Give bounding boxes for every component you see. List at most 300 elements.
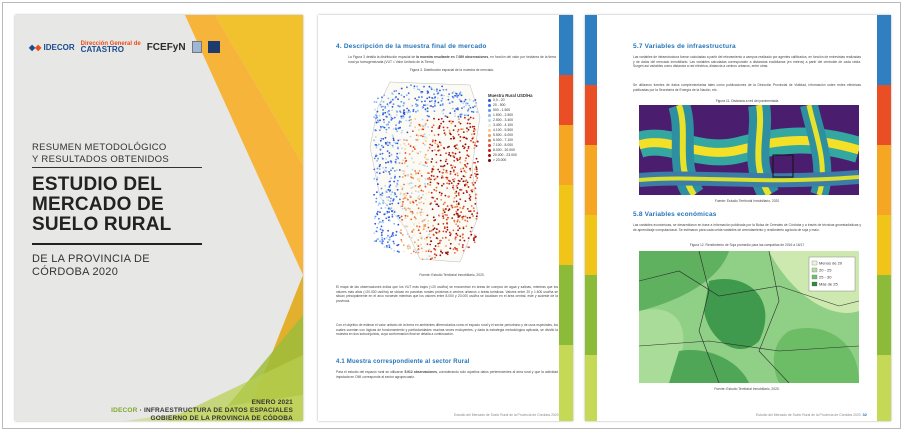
legend-label: 6.000 - 7.100: [493, 138, 513, 142]
sample-point: [431, 192, 433, 194]
sample-point: [420, 188, 422, 190]
sample-point: [428, 234, 430, 236]
sample-point: [401, 241, 403, 243]
sample-point: [379, 221, 381, 223]
sample-point: [419, 232, 421, 234]
sample-point: [472, 126, 474, 128]
sample-point: [458, 121, 460, 123]
sample-point: [397, 224, 399, 226]
sample-point: [459, 221, 461, 223]
legend-label: 3.400 - 4.100: [493, 123, 513, 127]
sample-point: [474, 182, 476, 184]
sample-point: [472, 184, 474, 186]
sample-point: [393, 209, 395, 211]
sample-point: [438, 127, 440, 129]
sample-point: [403, 184, 405, 186]
sample-point: [465, 180, 467, 182]
sample-point: [443, 121, 445, 123]
sample-point: [393, 243, 395, 245]
paragraph-infra-2: Se utilizaron fuentes de datos complementarias tales como publicaciones de la Dirección Provincial de Vialidad, información sobre redes eléctricas publicadas por la Secretaría de Energía de la Nación, etc.: [633, 83, 861, 92]
sample-point: [381, 237, 383, 239]
sample-point: [391, 154, 393, 156]
sample-point: [443, 95, 445, 97]
institution-logos: [29, 41, 220, 53]
sample-point: [395, 124, 397, 126]
legend-label: 0,0 - 20: [493, 98, 505, 102]
sample-point: [380, 126, 382, 128]
sample-point: [453, 248, 455, 250]
sample-point: [446, 182, 448, 184]
sample-point: [468, 210, 470, 212]
sample-point: [406, 108, 408, 110]
sample-point: [465, 157, 467, 159]
sample-point: [373, 194, 375, 196]
sample-point: [471, 111, 473, 113]
sample-point: [401, 88, 403, 90]
sample-point: [376, 115, 378, 117]
sample-point: [420, 92, 422, 94]
sample-point: [410, 211, 412, 213]
sample-point: [458, 129, 460, 131]
cover-title: ESTUDIO DEL MERCADO DE SUELO RURAL: [32, 174, 172, 235]
sample-point: [471, 133, 473, 135]
page-15[interactable]: [318, 15, 573, 421]
sample-point: [404, 157, 406, 159]
sample-point: [426, 98, 428, 100]
sample-point: [418, 180, 420, 182]
sample-point: [391, 235, 393, 237]
sample-point: [421, 209, 423, 211]
sample-point: [378, 223, 380, 225]
sample-point: [450, 120, 452, 122]
sample-point: [430, 105, 432, 107]
sample-point: [429, 184, 431, 186]
sample-point: [473, 111, 475, 113]
government-logo-icon: [208, 41, 220, 53]
sample-point: [411, 253, 413, 255]
sample-point: [443, 231, 445, 233]
sample-point: [403, 96, 405, 98]
sample-point: [400, 239, 402, 241]
sample-point: [443, 169, 445, 171]
sample-point: [459, 198, 461, 200]
sample-point: [426, 215, 428, 217]
sample-point: [416, 86, 418, 88]
sample-point: [468, 237, 470, 239]
sample-point: [433, 189, 435, 191]
sample-point: [427, 110, 429, 112]
sample-point: [416, 204, 418, 206]
sample-point: [462, 180, 464, 182]
sample-point: [445, 245, 447, 247]
sample-point: [455, 233, 457, 235]
sample-point: [441, 118, 443, 120]
sample-point: [416, 244, 418, 246]
sample-point: [456, 93, 458, 95]
sample-point: [428, 249, 430, 251]
sample-point: [436, 162, 438, 164]
sample-point: [440, 160, 442, 162]
sample-point: [386, 129, 388, 131]
sample-point: [401, 130, 403, 132]
sample-point: [428, 250, 430, 252]
sample-point: [411, 237, 413, 239]
sample-point: [468, 246, 470, 248]
sample-point: [387, 142, 389, 144]
sample-point: [470, 107, 472, 109]
sample-point: [449, 232, 451, 234]
sample-point: [384, 185, 386, 187]
sample-point: [417, 172, 419, 174]
sample-point: [434, 134, 436, 136]
sample-point: [418, 207, 420, 209]
sample-point: [407, 233, 409, 235]
sample-point: [408, 92, 410, 94]
sample-point: [379, 153, 381, 155]
sample-point: [447, 177, 449, 179]
sample-point: [380, 140, 382, 142]
sample-point: [429, 237, 431, 239]
sample-point: [429, 147, 431, 149]
sample-point: [387, 230, 389, 232]
sample-point: [415, 190, 417, 192]
sample-point: [409, 236, 411, 238]
sample-point: [429, 144, 431, 146]
sample-point: [426, 258, 428, 260]
sample-point: [435, 140, 437, 142]
sample-point: [458, 203, 460, 205]
sample-point: [462, 244, 464, 246]
sample-point: [455, 236, 457, 238]
sample-point: [459, 158, 461, 160]
sample-point: [400, 185, 402, 187]
sample-point: [394, 211, 396, 213]
sample-point: [425, 185, 427, 187]
sample-point: [382, 106, 384, 108]
sample-point: [381, 145, 383, 147]
sample-point: [412, 174, 414, 176]
sample-point: [444, 227, 446, 229]
sample-point: [399, 152, 401, 154]
sample-point: [438, 246, 440, 248]
sample-point: [397, 158, 399, 160]
sample-point: [443, 210, 445, 212]
sample-point: [418, 135, 420, 137]
sample-point: [448, 93, 450, 95]
sample-point: [474, 241, 476, 243]
sample-point: [394, 170, 396, 172]
sample-point: [420, 161, 422, 163]
sample-point: [442, 166, 444, 168]
sample-point: [380, 148, 382, 150]
page-edge-stripes-right: [877, 15, 891, 421]
sample-point: [456, 195, 458, 197]
paragraph-econ: Las variables económicas, se desarrollaron en base a información publicada por la Bolsa de Cereales de Córdoba y a través de técnicas geoestadísticas y de aprendizaje computacional. Se estimaron para cada celda variables de arrendamiento y rendimiento agrícola de soja y maíz.: [633, 223, 861, 232]
sample-point: [443, 109, 445, 111]
sample-point: [450, 123, 452, 125]
sample-point: [447, 229, 449, 231]
sample-point: [464, 101, 466, 103]
sample-point: [463, 137, 465, 139]
divider: [32, 167, 202, 168]
sample-point: [457, 148, 459, 150]
sample-point: [440, 199, 442, 201]
sample-point: [472, 141, 474, 143]
sample-point: [381, 157, 383, 159]
sample-point: [420, 173, 422, 175]
paragraph-2: Con el objetivo de estimar el valor unitario de la tierra en ambientes diferenciados como el espacio rural y el sector periurbano y de usos especiales, los cuales cuentan con lógicas de funcionamiento y particularidades muchas veces excluyentes, y dada la estrategia metodológica aplicada, se dividió la muestra en dos subconjuntos, cuya conformación final se detalla a continuación.: [336, 323, 558, 337]
sample-point: [455, 239, 457, 241]
sample-point: [415, 186, 417, 188]
sample-point: [424, 156, 426, 158]
sample-point: [451, 205, 453, 207]
sample-point: [389, 236, 391, 238]
sample-point: [432, 106, 434, 108]
sample-point: [431, 168, 433, 170]
sample-point: [467, 163, 469, 165]
sample-point: [442, 172, 444, 174]
sample-point: [388, 244, 390, 246]
sample-point: [403, 198, 405, 200]
legend-label: 8.000 - 20.000: [493, 148, 515, 152]
sample-point: [454, 146, 456, 148]
sample-point: [386, 116, 388, 118]
legend-swatch: [812, 268, 817, 272]
sample-point: [401, 219, 403, 221]
sample-point: [473, 239, 475, 241]
sample-point: [376, 117, 378, 119]
sample-point: [381, 101, 383, 103]
sample-point: [382, 109, 384, 111]
sample-point: [465, 99, 467, 101]
legend-swatch: [488, 134, 491, 137]
sample-point: [380, 228, 382, 230]
sample-point: [402, 159, 404, 161]
sample-point: [450, 138, 452, 140]
sample-point: [456, 95, 458, 97]
sample-point: [459, 227, 461, 229]
sample-point: [414, 85, 416, 87]
sample-point: [426, 162, 428, 164]
sample-point: [383, 119, 385, 121]
sample-point: [467, 217, 469, 219]
sample-point: [410, 122, 412, 124]
sample-point: [393, 139, 395, 141]
sample-point: [454, 95, 456, 97]
sample-point: [438, 205, 440, 207]
sample-point: [442, 98, 444, 100]
sample-point: [431, 197, 433, 199]
sample-point: [435, 190, 437, 192]
sample-point: [447, 116, 449, 118]
sample-point: [461, 107, 463, 109]
sample-point: [380, 194, 382, 196]
sample-point: [451, 101, 453, 103]
sample-point: [458, 216, 460, 218]
sample-point: [400, 144, 402, 146]
sample-point: [458, 243, 460, 245]
sample-point: [384, 238, 386, 240]
sample-point: [396, 111, 398, 113]
sample-point: [457, 225, 459, 227]
sample-point: [404, 162, 406, 164]
sample-point: [420, 201, 422, 203]
idecor-logo: ◆◆ IDECOR: [29, 42, 75, 52]
sample-point: [403, 111, 405, 113]
sample-point: [410, 84, 412, 86]
sample-point: [385, 158, 387, 160]
sample-point: [420, 212, 422, 214]
sample-point: [401, 132, 403, 134]
sample-point: [417, 88, 419, 90]
sample-point: [404, 148, 406, 150]
sample-point: [477, 174, 479, 176]
sample-point: [427, 223, 429, 225]
sample-point: [446, 187, 448, 189]
sample-point: [399, 199, 401, 201]
sample-point: [458, 116, 460, 118]
sample-point: [393, 250, 395, 252]
sample-point: [460, 136, 462, 138]
sample-point: [457, 213, 459, 215]
sample-point: [465, 225, 467, 227]
sample-point: [404, 207, 406, 209]
sample-point: [461, 178, 463, 180]
legend-label: 2.500 - 3.400: [493, 118, 513, 122]
sample-point: [381, 96, 383, 98]
sample-point: [411, 182, 413, 184]
page-32[interactable]: [585, 15, 891, 421]
sample-point: [477, 141, 479, 143]
sample-point: [400, 111, 402, 113]
sample-point: [459, 91, 461, 93]
legend-swatch: [812, 261, 817, 265]
sample-point: [403, 102, 405, 104]
sample-point: [409, 120, 411, 122]
sample-point: [405, 152, 407, 154]
sample-point: [410, 196, 412, 198]
sample-point: [401, 94, 403, 96]
sample-point: [464, 164, 466, 166]
sample-point: [467, 123, 469, 125]
sample-point: [381, 232, 383, 234]
cover-page[interactable]: [15, 15, 303, 421]
sample-point: [464, 184, 466, 186]
sample-point: [398, 122, 400, 124]
divider: [32, 243, 202, 245]
sample-point: [390, 207, 392, 209]
sample-point: [449, 132, 451, 134]
sample-point: [382, 153, 384, 155]
sample-point: [392, 146, 394, 148]
sample-point: [385, 207, 387, 209]
sample-point: [423, 225, 425, 227]
sample-point: [436, 237, 438, 239]
sample-point: [458, 192, 460, 194]
sample-point: [448, 152, 450, 154]
sample-point: [395, 96, 397, 98]
sample-point: [463, 131, 465, 133]
sample-point: [434, 100, 436, 102]
sample-point: [397, 180, 399, 182]
sample-point: [443, 148, 445, 150]
sample-point: [477, 161, 479, 163]
sample-point: [382, 230, 384, 232]
sample-point: [472, 137, 474, 139]
sample-point: [427, 126, 429, 128]
legend-swatch: [812, 275, 817, 279]
sample-point: [426, 230, 428, 232]
sample-point: [416, 212, 418, 214]
sample-point: [424, 238, 426, 240]
sample-point: [385, 132, 387, 134]
sample-point: [453, 230, 455, 232]
sample-point: [408, 109, 410, 111]
sample-point: [457, 109, 459, 111]
sample-point: [448, 99, 450, 101]
sample-point: [429, 96, 431, 98]
sample-point: [390, 162, 392, 164]
sample-point: [402, 203, 404, 205]
sample-point: [468, 108, 470, 110]
sample-point: [464, 220, 466, 222]
sample-point: [379, 172, 381, 174]
sample-point: [417, 249, 419, 251]
sample-point: [377, 177, 379, 179]
sample-point: [471, 191, 473, 193]
sample-point: [458, 118, 460, 120]
sample-point: [474, 142, 476, 144]
sample-point: [443, 223, 445, 225]
sample-point: [393, 128, 395, 130]
sample-point: [378, 218, 380, 220]
sample-point: [409, 246, 411, 248]
sample-point: [434, 103, 436, 105]
sample-point: [388, 189, 390, 191]
sample-point: [439, 125, 441, 127]
paragraph-3: Para el estudio del espacio rural se utilizaron 5.912 observaciones, considerando sólo aquellos datos pertenecientes al área rural y que la actividad imputada en OMI corresponde al sector agropecuario.: [336, 370, 558, 379]
sample-point: [399, 139, 401, 141]
sample-point: [383, 94, 385, 96]
sample-point: [375, 240, 377, 242]
sample-point: [405, 145, 407, 147]
sample-point: [476, 111, 478, 113]
sample-point: [475, 99, 477, 101]
sample-point: [422, 194, 424, 196]
sample-point: [414, 170, 416, 172]
sample-point: [442, 113, 444, 115]
sample-point: [468, 129, 470, 131]
sample-point: [382, 126, 384, 128]
sample-point: [437, 169, 439, 171]
sample-point: [467, 182, 469, 184]
sample-point: [421, 248, 423, 250]
sample-point: [464, 240, 466, 242]
sample-point: [448, 183, 450, 185]
sample-point: [433, 118, 435, 120]
sample-point: [394, 192, 396, 194]
sample-point: [433, 234, 435, 236]
sample-point: [382, 146, 384, 148]
sample-point: [432, 229, 434, 231]
sample-point: [406, 86, 408, 88]
sample-point: [420, 135, 422, 137]
sample-point: [396, 114, 398, 116]
sample-point: [390, 169, 392, 171]
sample-point: [415, 103, 417, 105]
sample-point: [382, 167, 384, 169]
cover-province: DE LA PROVINCIA DE CÓRDOBA 2020: [32, 253, 150, 278]
